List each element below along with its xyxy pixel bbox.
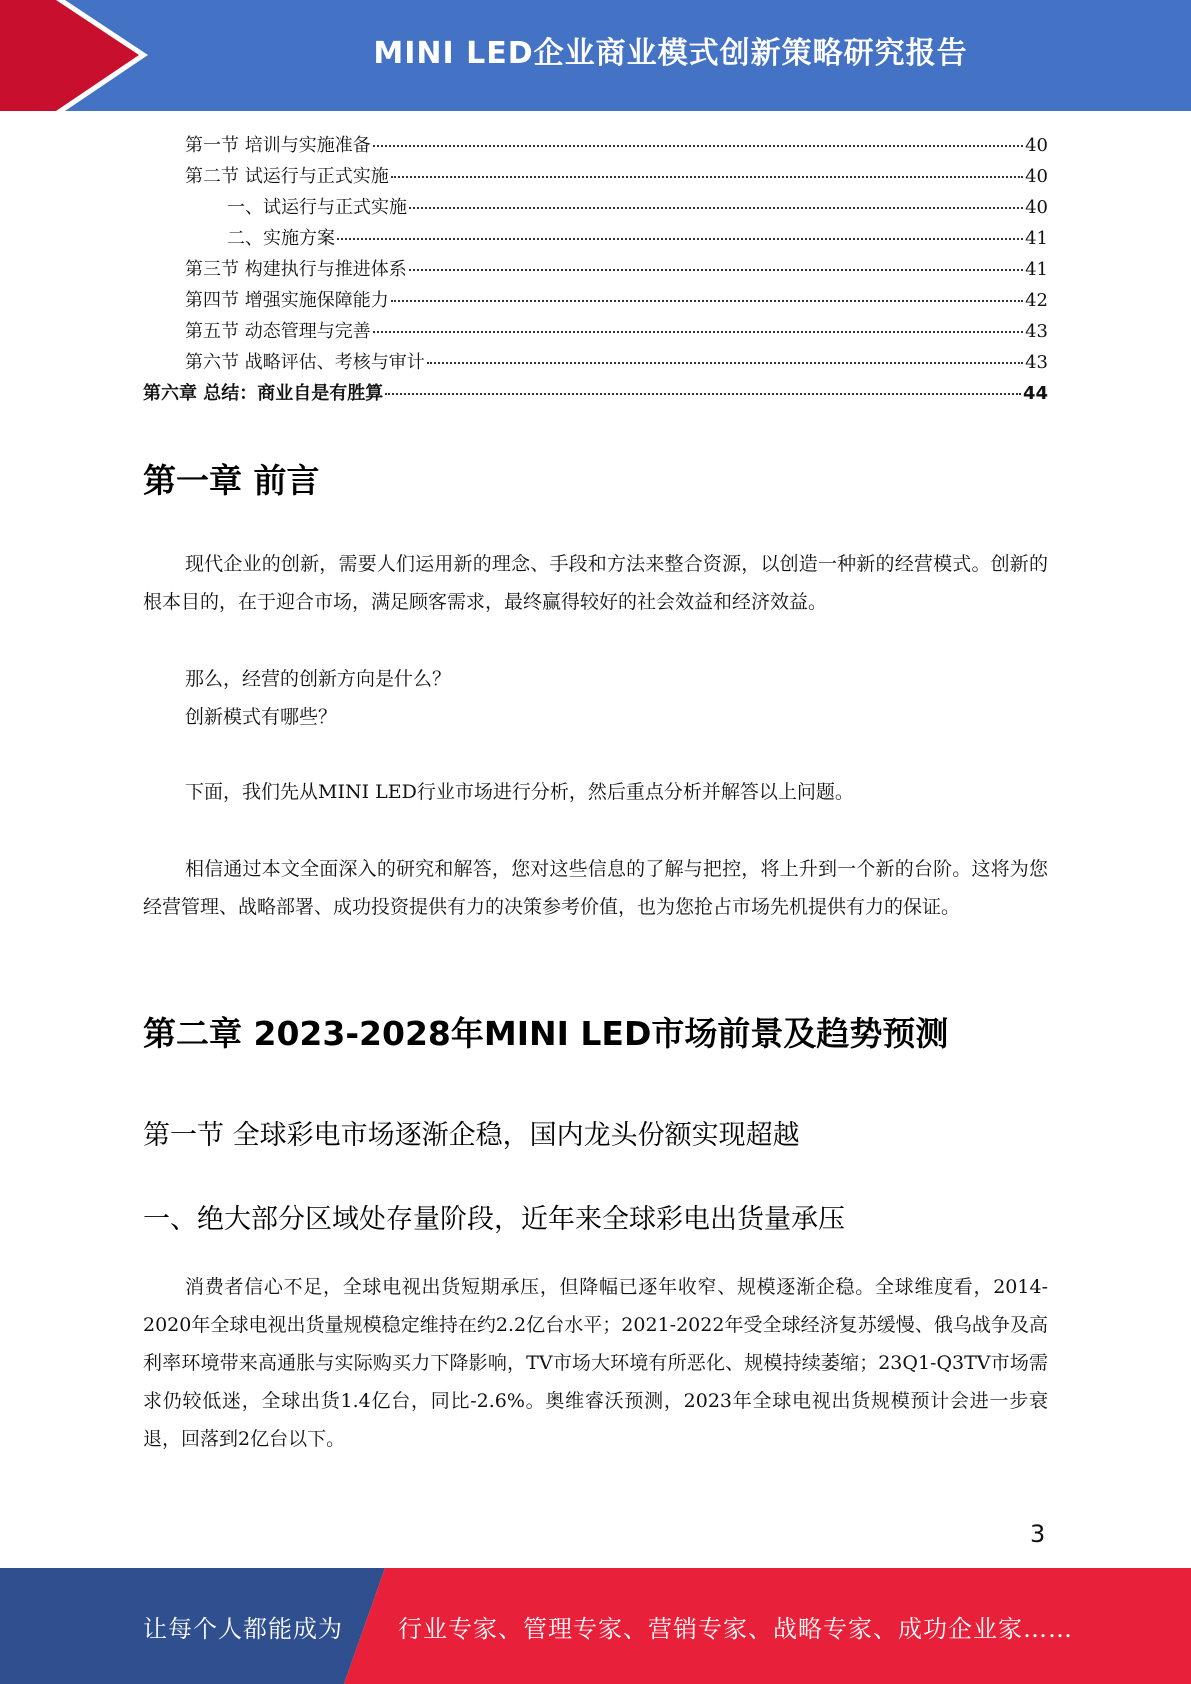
toc-leader-dots [409, 268, 1023, 271]
toc-leader-dots [409, 206, 1023, 209]
toc-entry-page: 43 [1025, 352, 1048, 373]
paragraph: 消费者信心不足，全球电视出货短期承压，但降幅已逐年收窄、规模逐渐企稳。全球维度看，2014-2020年全球电视出货量规模稳定维持在约2.2亿台水平；2021-2022年受全球经济复苏缓慢、俄乌战争及高利率环境带来高通胀与实际购买力下降影响，TV市场大环境有所恶化、规模持续萎缩；23Q1-Q3TV市场需求仍较低迷，全球出货1.4亿台，同比-2.6%。奥维睿沃预测，2023年全球电视出货规模预计会进一步衰退，回落到2亿台以下。 [143, 1276, 1048, 1450]
toc-entry-label: 第四节 增强实施保障能力 [185, 290, 389, 311]
toc-leader-dots [391, 299, 1023, 302]
page-header [0, 0, 1191, 111]
toc-leader-dots [385, 392, 1021, 395]
toc-entry[interactable] [143, 378, 1048, 409]
chapter-1-body-3 [143, 850, 1048, 926]
toc-entry[interactable] [143, 130, 1048, 161]
section-heading: 第一节 全球彩电市场逐渐企稳，国内龙头份额实现超越 [143, 1120, 800, 1151]
section-heading-wrap [143, 1113, 1048, 1152]
question-list [143, 660, 1048, 736]
paragraph: 现代企业的创新，需要人们运用新的理念、手段和方法来整合资源，以创造一种新的经营模式。创新的根本目的，在于迎合市场，满足顾客需求，最终赢得较好的社会效益和经济效益。 [143, 553, 1048, 613]
question-line: 那么，经营的创新方向是什么？ [185, 668, 452, 690]
toc-entry-label: 第二节 试运行与正式实施 [185, 166, 389, 187]
toc-entry-page: 43 [1025, 321, 1048, 342]
toc-entry[interactable] [143, 347, 1048, 378]
table-of-contents [143, 130, 1048, 409]
toc-entry[interactable] [143, 316, 1048, 347]
footer-slogan-left: 让每个人都能成为 [143, 1614, 343, 1643]
toc-leader-dots [391, 175, 1023, 178]
toc-leader-dots [373, 330, 1023, 333]
subsection-heading-wrap [143, 1197, 1048, 1236]
toc-entry-label: 第六章 总结：商业自是有胜算 [143, 383, 384, 404]
toc-entry[interactable] [143, 254, 1048, 285]
toc-leader-dots [427, 361, 1023, 364]
toc-entry[interactable] [143, 223, 1048, 254]
subsection-heading: 一、绝大部分区域处存量阶段，近年来全球彩电出货量承压 [143, 1204, 845, 1235]
page-number: 3 [1030, 1520, 1046, 1548]
page-footer [0, 1568, 1191, 1684]
toc-entry-label: 第六节 战略评估、考核与审计 [185, 352, 425, 373]
chapter-1 [143, 455, 1048, 502]
header-arrow-decoration [0, 0, 160, 111]
toc-entry[interactable] [143, 161, 1048, 192]
toc-entry-label: 一、试运行与正式实施 [227, 197, 407, 218]
toc-entry-page: 40 [1025, 197, 1048, 218]
toc-entry[interactable] [143, 192, 1048, 223]
toc-entry-page: 40 [1025, 166, 1048, 187]
toc-entry-page: 42 [1025, 290, 1048, 311]
chapter-2 [143, 1008, 1048, 1055]
toc-entry-page: 44 [1022, 383, 1048, 404]
toc-entry[interactable] [143, 285, 1048, 316]
toc-entry-label: 第一节 培训与实施准备 [185, 135, 371, 156]
toc-entry-page: 40 [1025, 135, 1048, 156]
paragraph: 下面，我们先从MINI LED行业市场进行分析，然后重点分析并解答以上问题。 [185, 781, 854, 803]
chapter-1-body-2 [143, 773, 1048, 811]
header-title: MINI LED企业商业模式创新策略研究报告 [373, 36, 968, 71]
footer-slogan-right: 行业专家、管理专家、营销专家、战略专家、成功企业家…… [398, 1614, 1073, 1643]
chapter-title: 第一章 前言 [143, 461, 320, 500]
toc-entry-page: 41 [1025, 228, 1048, 249]
toc-entry-label: 第三节 构建执行与推进体系 [185, 259, 407, 280]
toc-leader-dots [373, 144, 1023, 147]
toc-entry-label: 第五节 动态管理与完善 [185, 321, 371, 342]
chapter-title: 第二章 2023-2028年MINI LED市场前景及趋势预测 [143, 1014, 949, 1053]
chapter-1-body [143, 545, 1048, 621]
paragraph: 相信通过本文全面深入的研究和解答，您对这些信息的了解与把控，将上升到一个新的台阶。这将为您经营管理、战略部署、成功投资提供有力的决策参考价值，也为您抢占市场先机提供有力的保证。 [143, 858, 1048, 918]
toc-entry-page: 41 [1025, 259, 1048, 280]
chapter-2-body [143, 1268, 1048, 1458]
toc-leader-dots [337, 237, 1023, 240]
toc-entry-label: 二、实施方案 [227, 228, 335, 249]
question-line: 创新模式有哪些？ [185, 706, 338, 728]
